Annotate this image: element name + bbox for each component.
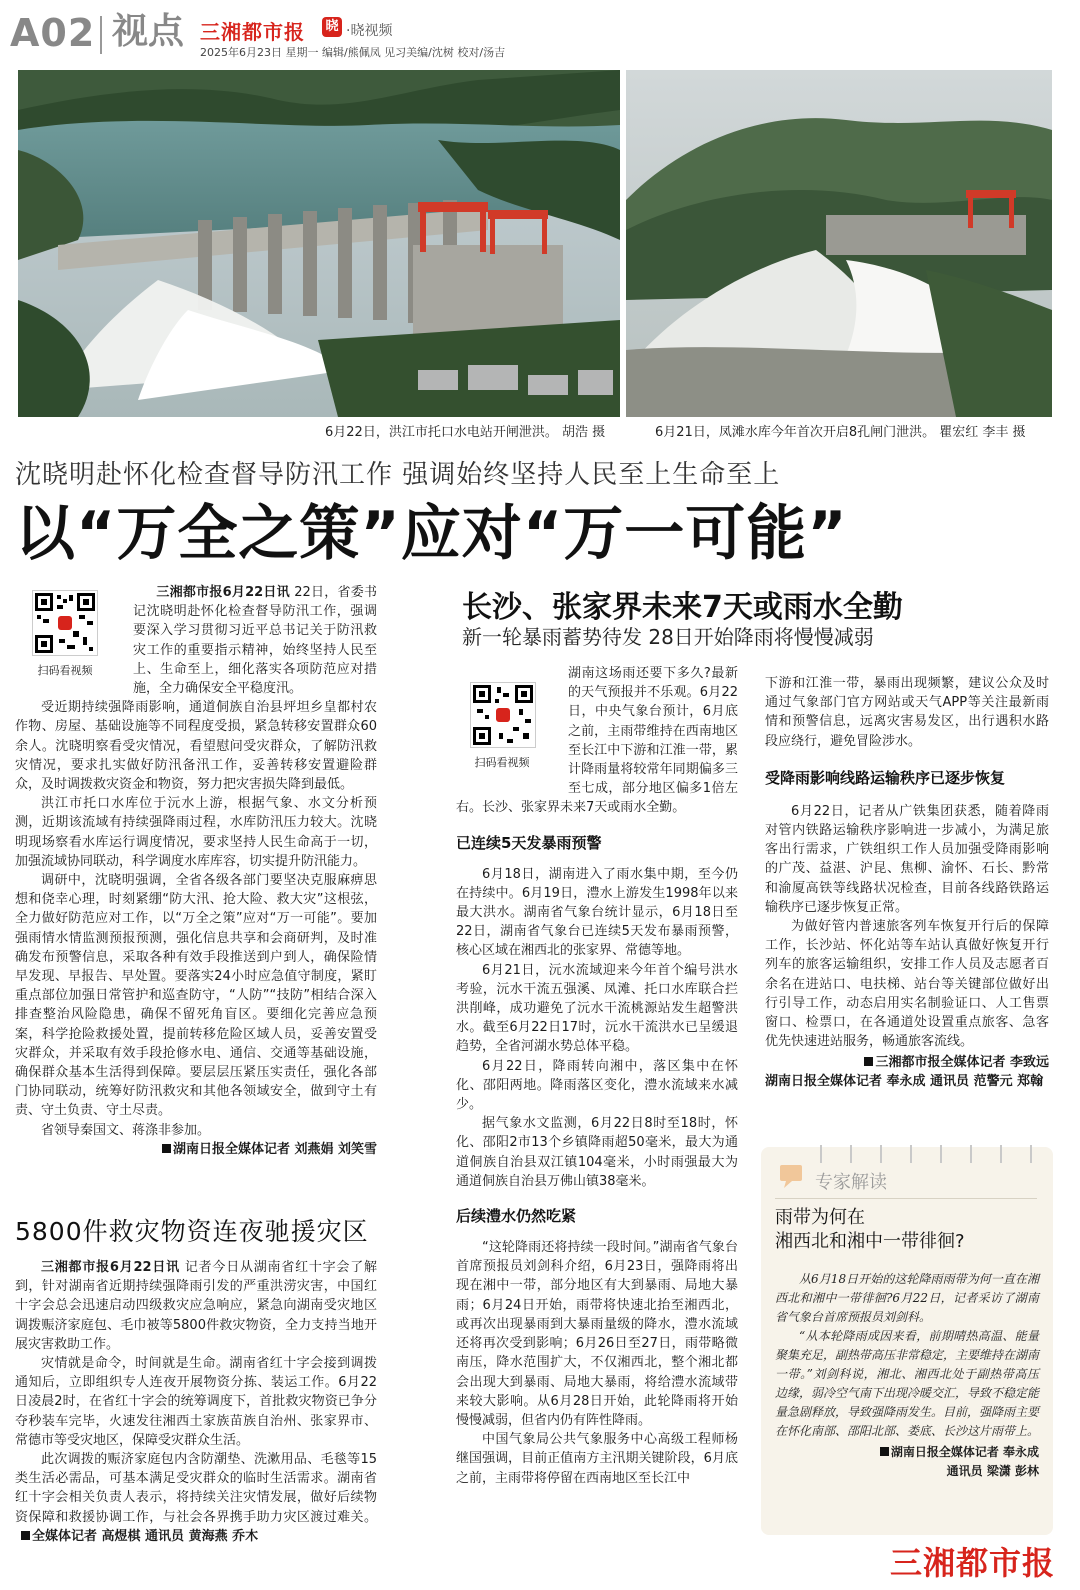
qr-label: 扫码看视频 — [474, 756, 530, 769]
story2-article — [15, 1258, 377, 1546]
header-divider — [100, 16, 102, 54]
story3-paragraph: 为做好管内普速旅客列车恢复开行后的保障工作，长沙站、怀化站等车站认真做好恢复开行列车的旅客运输组织，安排工作人员及志愿者百余名在进站口、电扶梯、站台等关键部位做好出行引导工作，动态启用实名制验证口、人工售票窗口、检票口，在各通道处设置重点旅客、急客优先快速进站服务，畅通旅客流线。 — [765, 919, 1049, 1050]
byline-square-icon — [21, 1531, 30, 1540]
photo-tuokou-dam — [18, 70, 620, 417]
lead-paragraph: 省领导秦国文、蒋涤非参加。 — [41, 1122, 211, 1138]
lead-paragraph: 洪江市托口水库位于沅水上游，根据气象、水文分析预测，近期该流域有持续强降雨过程，水库防汛压力较大。沈晓明现场察看水库运行调度情况，要求坚持人民生命高于一切，加强流域协同联动，科学调度水库库容，切实提升防汛能力。 — [15, 796, 377, 869]
story3-subhead-3: 受降雨影响线路运输秩序已逐步恢复 — [765, 768, 1006, 787]
qr-label: 扫码看视频 — [37, 664, 93, 677]
story3-byline-2: 湖南日报全媒体记者 奉永成 通讯员 范警元 郑翰 — [765, 1074, 1044, 1090]
byline-square-icon — [162, 1144, 171, 1153]
expert-byline-2: 通讯员 梁潇 彭林 — [946, 1464, 1039, 1478]
qr-float-spacer — [456, 664, 568, 782]
qr-float-spacer — [15, 583, 133, 695]
expert-divider — [775, 1198, 1037, 1199]
story3-column-2 — [456, 664, 738, 1488]
story2-paragraph: 三湘都市报6月22日讯 记者今日从湖南省红十字会了解到，针对湖南省近期持续强降雨引发的严重洪涝灾害，中国红十字会总会迅速启动四级救灾应急响应，紧急向湖南受灾地区调拨赈济家庭包、毛巾被等5800件救灾物资，全力支持当地开展灾害救助工作。 — [15, 1260, 377, 1352]
expert-paragraph: “从本轮降雨成因来看，前期晴热高温、能量聚集充足，副热带高压非常稳定，主要维持在湖南一带。”刘剑科说，湘北、湘西北处于副热带高压边缘，弱冷空气南下出现冷暖交汇，导致不稳定能量急剧释放，导致强降雨发生。目前，强降雨主要在怀化南部、邵阳北部、娄底、长沙这片雨带上。 — [775, 1329, 1040, 1438]
story3-paragraph: 中国气象局公共气象服务中心高级工程师杨继国强调，目前正值南方主汛期关键阶段，6月底之前，主雨带将停留在西南地区至长江中 — [456, 1432, 738, 1486]
story3-paragraph: 6月21日，沅水流域迎来今年首个编号洪水考验，沅水干流五强溪、凤滩、托口水库联合拦洪削峰，成功避免了沅水干流桃源站发生超警洪水。截至6月22日17时，沅水干流洪水已呈缓退趋势，全省河湖水势总体平稳。 — [456, 962, 738, 1055]
video-label: ·晓视频 — [346, 23, 393, 39]
story2-paragraph: 此次调拨的赈济家庭包内含防潮垫、洗漱用品、毛毯等15类生活必需品，可基本满足受灾群众的临时生活需求。湖南省红十字会相关负责人表示，将持续关注灾情发展，做好后续物资保障和救援协调工作，与社会各界携手助力灾区渡过难关。 全媒体记者 高煜棋 通讯员 黄海燕 乔木 — [15, 1452, 377, 1544]
story2-byline: 全媒体记者 高煜棋 通讯员 黄海燕 乔木 — [32, 1528, 259, 1544]
footer-brand-logo: 三湘都市报 — [890, 1544, 1056, 1582]
byline-square-icon — [880, 1447, 889, 1456]
lead-article — [15, 583, 377, 1159]
story2-title: 5800件救灾物资连夜驰援灾区 — [15, 1217, 369, 1246]
story3-paragraph: 6月22日，记者从广铁集团获悉，随着降雨对管内铁路运输秩序影响进一步减小，为满足旅客出行需求，广铁组织工作人员加强受降雨影响的广茂、益湛、沪昆、焦柳、渝怀、石长、黔常和渝厦高铁等线路状况检查，目前各线路铁路运输秩序已逐步恢复正常。 — [765, 803, 1049, 915]
lead-paragraph: 三湘都市报6月22日讯 22日，省委书记沈晓明赴怀化检查督导防汛工作，强调要深入学习贯彻习近平总书记关于防汛救灾工作的重要指示精神，始终坚持人民至上、生命至上，细化落实各项防范应对措施，全力确保安全平稳度汛。 — [15, 583, 377, 698]
photo-caption-1: 6月22日，洪江市托口水电站开闸泄洪。 胡浩 摄 — [325, 425, 606, 440]
lead-paragraph: 调研中，沈晓明强调，全省各级各部门要坚决克服麻痹思想和侥幸心理，时刻紧绷“防大汛、抢大险、救大灾”这根弦，全力做好防范应对工作，以“万全之策”应对“万一可能”。要加强雨情水情监测预报预测，强化信息共享和会商研判，及时准确发布预警信息，采取各种有效手段推送到户到人，确保险情早发现、早报告、早处置。要落实24小时应急值守制度，紧盯重点部位加强日常管护和巡查防守，“人防”“技防”相结合深入排查整治风险隐患，确保不留死角盲区。要细化完善应急预案，科学抢险救援处置，提前转移危险区域人员，妥善安置受灾群众，并采取有效手段抢修水电、通信、交通等基础设施，确保群众基本生活得到保障。要层层压紧压实责任，强化各部门协同联动，统筹好防汛救灾和其他各领域安全，做到守土有责、守土负责、守土尽责。 — [15, 873, 377, 1119]
story3-subhead-2: 后续澧水仍然吃紧 — [456, 1207, 577, 1226]
section-name: 视点 — [112, 11, 185, 52]
photo-caption-2: 6月21日，凤滩水库今年首次开启8孔闸门泄洪。 瞿宏红 李丰 摄 — [655, 425, 1026, 440]
story3-paragraph: 下游和江淮一带，暴雨出现频繁，建议公众及时通过气象部门官方网站或天气APP等关注最新雨情和预警信息，远离灾害易发区，出行遇积水路段应绕行，避免冒险涉水。 — [765, 676, 1049, 749]
story3-paragraph: 据气象水文监测，6月22日8时至18时，怀化、邵阳2市13个乡镇降雨超50毫米，最大为通道侗族自治县双江镇104毫米，小时雨强最大为通道侗族自治县万佛山镇38毫米。 — [456, 1116, 738, 1189]
issue-meta: 2025年6月23日 星期一 编辑/熊佩凤 见习美编/沈树 校对/汤吉 — [200, 46, 506, 59]
story3-subtitle: 新一轮暴雨蓄势待发 28日开始降雨将慢慢减弱 — [462, 625, 874, 649]
story2-dateline: 三湘都市报6月22日讯 — [41, 1260, 180, 1275]
lead-headline: 以“万全之策”应对“万一可能” — [15, 499, 848, 569]
lead-byline: 湖南日报全媒体记者 刘燕娟 刘笑雪 — [15, 1140, 377, 1159]
expert-paragraph: 从6月18日开始的这轮降雨雨带为何一直在湘西北和湘中一带徘徊?6月22日，记者采访了湖南省气象台首席预报员刘剑科。 — [775, 1272, 1039, 1324]
story3-subhead-1: 已连续5天发暴雨预警 — [456, 833, 602, 852]
video-logo-icon: 晓 — [322, 17, 342, 37]
page-number: A02 — [10, 11, 96, 55]
lead-dateline: 三湘都市报6月22日讯 — [156, 585, 290, 600]
story3-intro: 湖南这场雨还要下多久?最新的天气预报并不乐观。6月22日，中央气象台预计，6月底之前，主雨带维持在西南地区至长江中下游和江淮一带，累计降雨量将较常年同期偏多三至七成，部分地区偏多1倍左右。长沙、张家界未来7天或雨水全勤。 — [456, 666, 738, 816]
expert-chat-icon — [778, 1163, 806, 1189]
masthead-brand: 三湘都市报 — [200, 20, 305, 44]
story3-paragraph: 6月18日，湖南进入了雨水集中期，至今仍在持续中。6月19日，澧水上游发生1998年以来最大洪水。湖南省气象台统计显示，6月18日至22日，湖南省气象台已连续5天发布暴雨预警，核心区域在湘西北的张家界、常德等地。 — [456, 866, 738, 959]
expert-article — [775, 1270, 1039, 1481]
story3-paragraph: “这轮降雨还将持续一段时间。”湖南省气象台首席预报员刘剑科介绍，6月23日，强降雨将出现在湘中一带，部分地区有大到暴雨、局地大暴雨；6月24日开始，雨带将快速北抬至湘西北，或再次出现暴雨到大暴雨量级的降水，澧水流域还将再次受到影响；6月26日至27日，雨带略微南压，降水范围扩大，不仅湘西北，整个湘北都会出现大到暴雨、局地大暴雨，将给澧水流域带来较大影响。从6月28日开始，此轮降雨将开始慢慢减弱，但省内仍有阵性降雨。 — [456, 1240, 738, 1428]
lead-kicker: 沈晓明赴怀化检查督导防汛工作 强调始终坚持人民至上生命至上 — [15, 460, 781, 490]
story2-paragraph: 灾情就是命令，时间就是生命。湖南省红十字会接到调拨通知后，立即组织专人连夜开展物资分拣、装运工作。6月22日凌晨2时，在省红十字会的统筹调度下，首批救灾物资已争分夺秒装车完毕，火速发往湘西土家族苗族自治州、张家界市、常德市等受灾地区，保障受灾群众生活。 — [15, 1356, 377, 1448]
expert-tag: 专家解读 — [815, 1172, 887, 1193]
story3-byline-1: 三湘都市报全媒体记者 李致远 — [765, 1053, 1049, 1072]
story3-paragraph: 6月22日，降雨转向湘中，落区集中在怀化、邵阳两地。降雨落区变化，澧水流域来水减少。 — [456, 1058, 738, 1113]
expert-title: 雨带为何在 湘西北和湘中一带徘徊? — [775, 1207, 965, 1252]
lead-paragraph: 受近期持续强降雨影响，通道侗族自治县坪坦乡皇都村农作物、房屋、基础设施等不同程度受损，紧急转移安置群众60余人。沈晓明察看受灾情况，看望慰问受灾群众，了解防汛救灾情况，要求扎实做好防汛备汛工作，妥善转移安置避险群众，及时调拨救灾资金和物资，努力把灾害损失降到最低。 — [15, 700, 377, 793]
photo-fengtan-reservoir — [626, 70, 1052, 417]
byline-square-icon — [864, 1057, 873, 1066]
expert-byline-1: 湖南日报全媒体记者 奉永成 — [775, 1443, 1039, 1462]
story3-title: 长沙、张家界未来7天或雨水全勤 — [462, 590, 903, 625]
story3-column-3 — [765, 674, 1049, 1091]
